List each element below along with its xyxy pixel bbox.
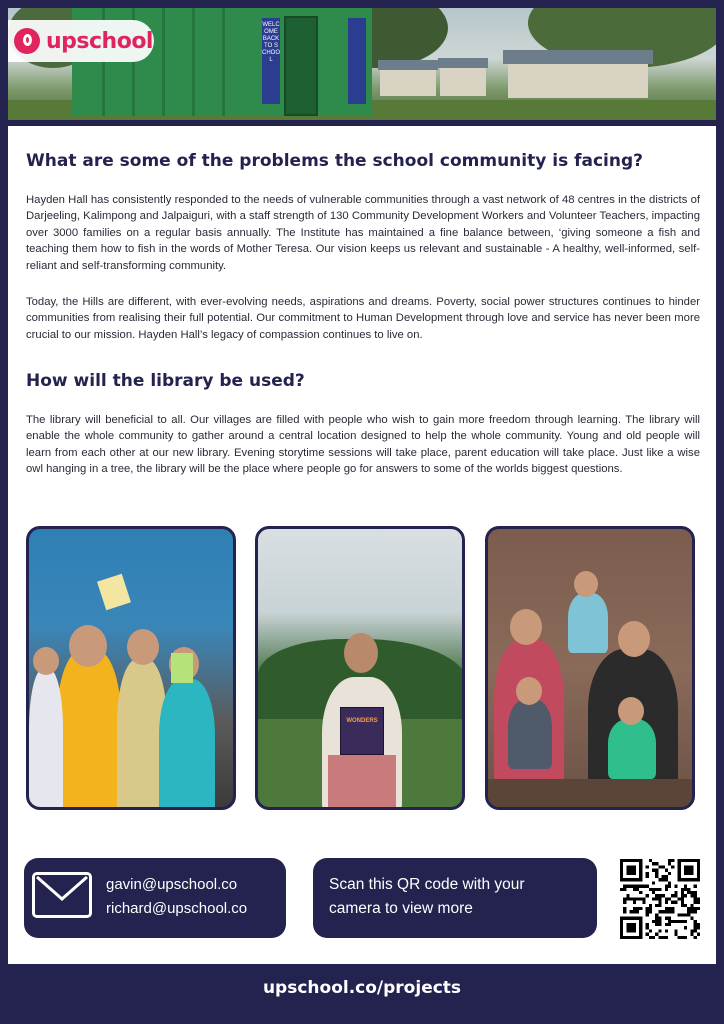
qr-code[interactable]	[620, 859, 700, 939]
upschool-logo[interactable]	[8, 20, 154, 62]
logo-text: upschool	[46, 28, 153, 54]
upschool-logo-icon	[14, 28, 40, 54]
photo-mothers-and-children	[485, 526, 695, 810]
hero-divider	[8, 120, 716, 126]
envelope-icon	[32, 872, 92, 918]
problems-paragraph-1: Hayden Hall has consistently responded to the needs of vulnerable communities through a vast network of 48 centres in the districts of Darjeeling, Kalimpong and Jalpaiguri, with a staff strength of 130 Community Development Workers and Volunteer Teachers, impacting over 3000 families on a regular basis annually. The Institute has maintained a fine balance between, ‘giving someone a fish and teaching them how to fish in the words of Mother Teresa. Our vision keeps us relevant and sustainable - A healthy, well-informed, self-reliant and self-transforming community.	[26, 194, 700, 272]
hero-banner-photo	[8, 8, 716, 120]
qr-prompt-line-1: Scan this QR code with your	[329, 876, 525, 893]
photo-girl-holding-book	[255, 526, 465, 810]
library-use-paragraph: The library will beneficial to all. Our villages are filled with people who wish to gain more freedom through learning. The library will enable the whole community to gather around a central location designed to help the whole community. Young and old people will learn from each other at our new library. Evening storytime sessions will take place, parent education will take place. Just like a wise owl hanging in a tree, the library will be the place where people go for answers to some of the worlds biggest questions.	[26, 414, 700, 476]
problems-heading: What are some of the problems the school community is facing?	[26, 151, 644, 171]
welcome-sign-text: WELCOME BACK TO SCHOOL	[262, 22, 280, 63]
library-use-heading: How will the library be used?	[26, 371, 305, 391]
book-title-text: WONDERS	[346, 718, 378, 724]
qr-prompt-line-2: camera to view more	[329, 900, 473, 917]
email-richard-link[interactable]: richard@upschool.co	[106, 900, 248, 917]
email-contact-box	[24, 858, 286, 938]
photo-children-with-books	[26, 526, 236, 810]
flyer-page	[8, 8, 716, 964]
qr-prompt-box	[313, 858, 597, 938]
problems-paragraph-2: Today, the Hills are different, with ever-evolving needs, aspirations and dreams. Poverty, social power structures continues to hinder communities from realising their full potential. Our commitment to Human Development through love and service has never been more crucial to our mission. Hayden Hall’s legacy of compassion continues to live on.	[26, 296, 700, 341]
email-gavin-link[interactable]: gavin@upschool.co	[106, 876, 238, 893]
footer-projects-link[interactable]: upschool.co/projects	[262, 978, 462, 998]
